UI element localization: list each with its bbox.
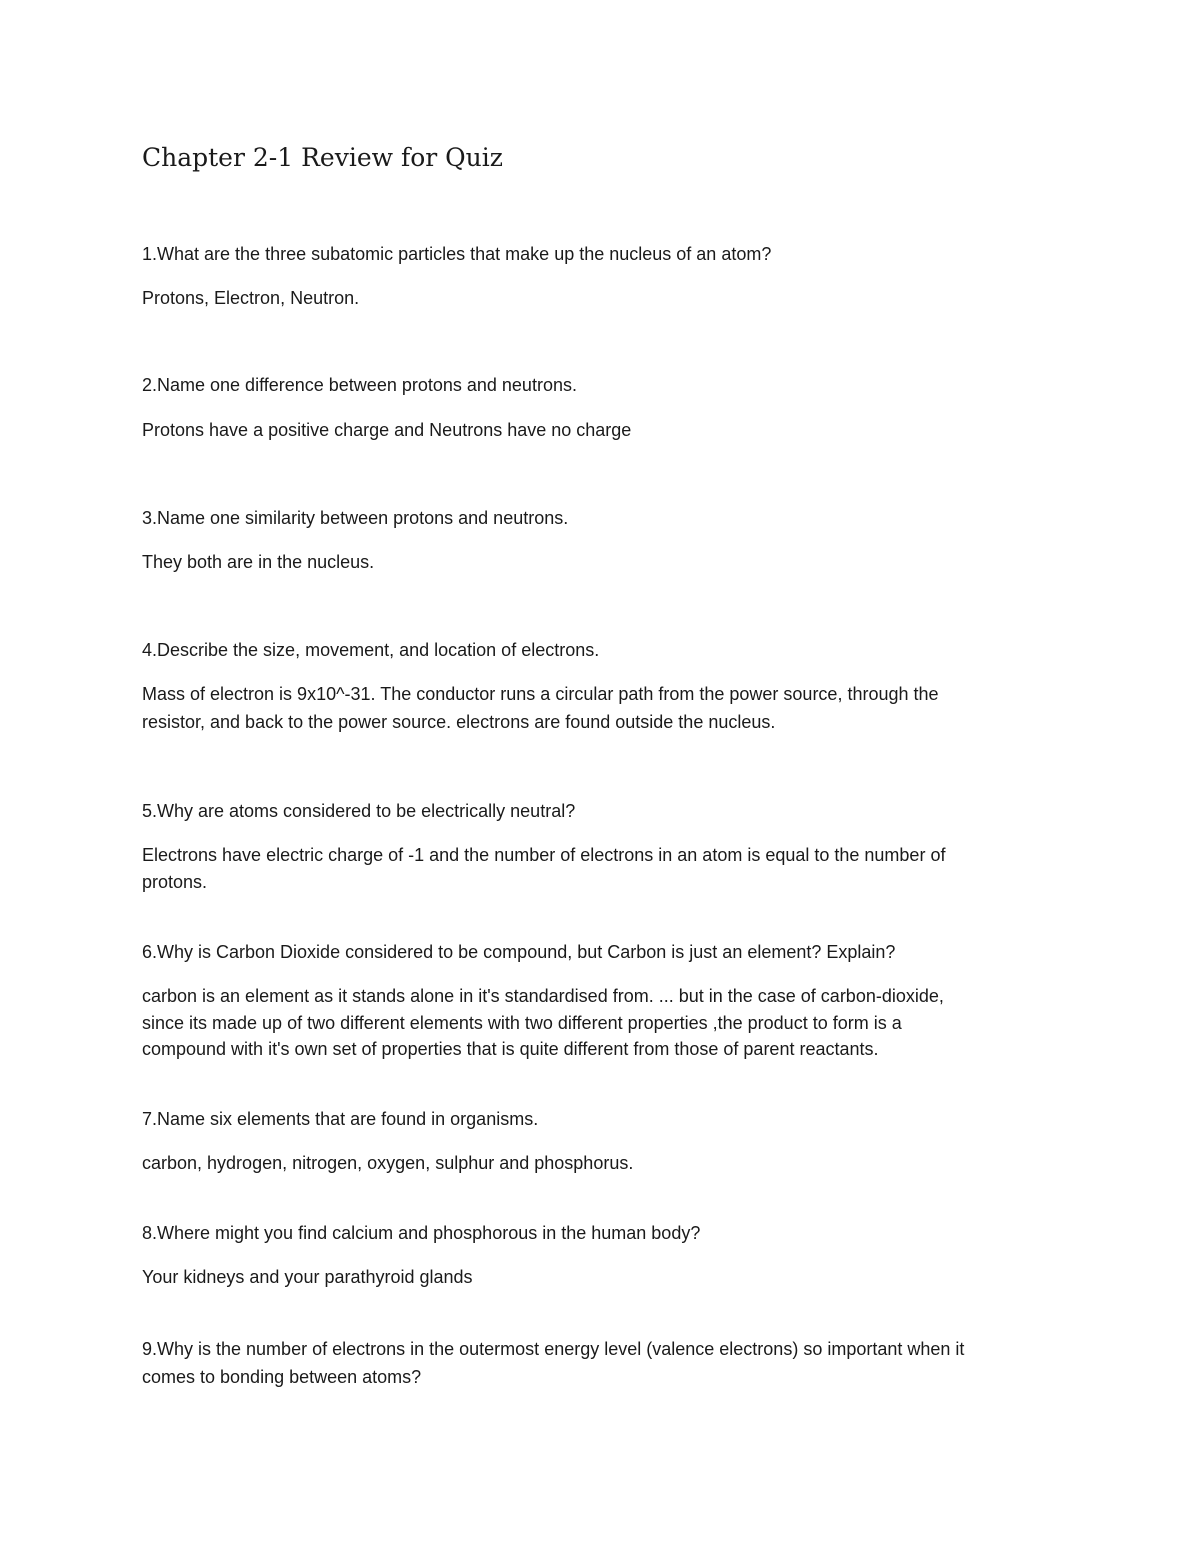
answer-4-line-1: Mass of electron is 9x10^-31. The conductor runs a circular path from the power source, through the [142, 684, 939, 704]
page-title: Chapter 2-1 Review for Quiz [142, 143, 503, 172]
question-9-line-1: 9.Why is the number of electrons in the outermost energy level (valence electrons) so important when it [142, 1339, 965, 1359]
answer-6-line-2: since its made up of two different elements with two different properties ,the product to form is a [142, 1013, 902, 1033]
question-6: 6.Why is Carbon Dioxide considered to be compound, but Carbon is just an element? Explain? [142, 942, 896, 962]
question-5: 5.Why are atoms considered to be electrically neutral? [142, 801, 576, 821]
question-1: 1.What are the three subatomic particles that make up the nucleus of an atom? [142, 244, 772, 264]
answer-6-line-3: compound with it's own set of properties that is quite different from those of parent reactants. [142, 1039, 879, 1059]
answer-4-line-2: resistor, and back to the power source. electrons are found outside the nucleus. [142, 712, 776, 732]
question-8: 8.Where might you find calcium and phosphorous in the human body? [142, 1223, 701, 1243]
answer-8: Your kidneys and your parathyroid glands [142, 1267, 473, 1287]
answer-5-line-2: protons. [142, 872, 208, 892]
question-4: 4.Describe the size, movement, and location of electrons. [142, 640, 600, 660]
question-9-line-2: comes to bonding between atoms? [142, 1367, 422, 1387]
question-3: 3.Name one similarity between protons and neutrons. [142, 508, 569, 528]
answer-2: Protons have a positive charge and Neutrons have no charge [142, 420, 632, 440]
answer-1: Protons, Electron, Neutron. [142, 288, 360, 308]
question-7: 7.Name six elements that are found in organisms. [142, 1109, 539, 1129]
question-2: 2.Name one difference between protons and neutrons. [142, 375, 577, 395]
answer-5-line-1: Electrons have electric charge of -1 and the number of electrons in an atom is equal to the number of [142, 845, 946, 865]
answer-7: carbon, hydrogen, nitrogen, oxygen, sulphur and phosphorus. [142, 1153, 634, 1173]
answer-3: They both are in the nucleus. [142, 552, 375, 572]
answer-6-line-1: carbon is an element as it stands alone in it's standardised from. ... but in the case of carbon-dioxide, [142, 986, 944, 1006]
